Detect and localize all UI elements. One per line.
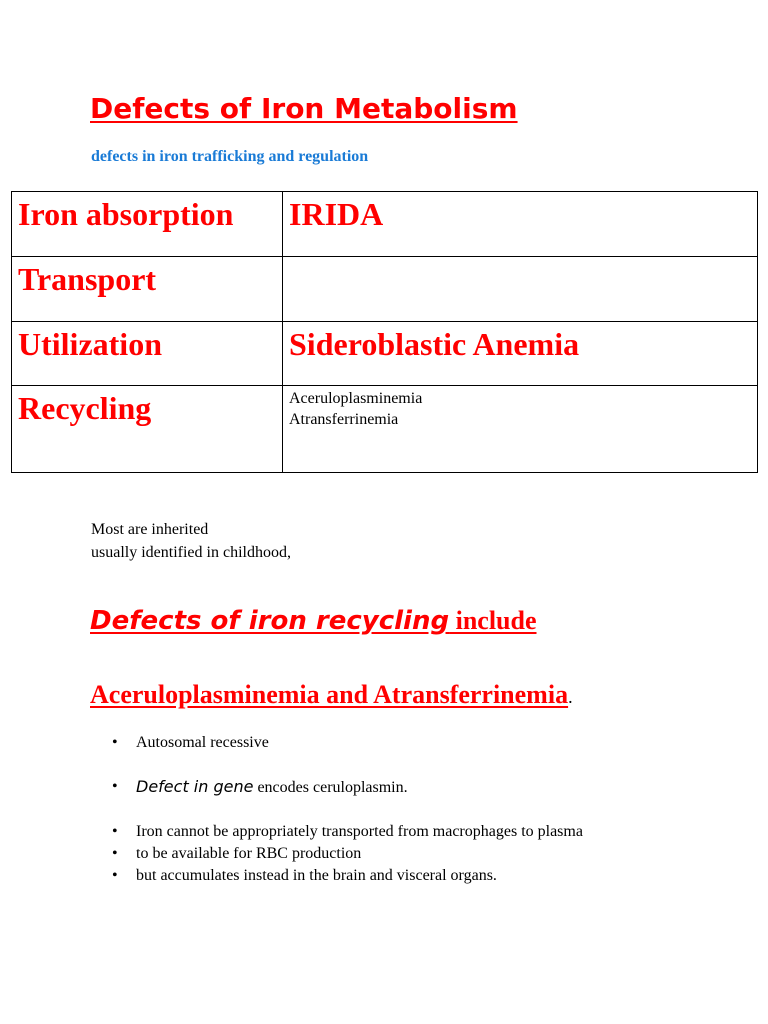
- disorder-cell: [283, 257, 758, 322]
- section-heading-emphasis: Defects of iron recycling: [90, 606, 450, 636]
- category-cell: [12, 386, 283, 473]
- bullet-text: Iron cannot be appropriately transported from macrophages to plasma: [136, 823, 583, 840]
- list-item: [136, 821, 583, 843]
- disorder-cell: [283, 322, 758, 386]
- note-line: usually identified in childhood,: [91, 544, 291, 561]
- bullet-list: [136, 732, 583, 887]
- disorder-label: IRIDA: [289, 196, 384, 232]
- bullet-text: but accumulates instead in the brain and visceral organs.: [136, 867, 497, 884]
- disorder-cell: [283, 192, 758, 257]
- table-row: [12, 257, 758, 322]
- list-item: [136, 865, 583, 887]
- section-heading-rest: include: [449, 606, 537, 635]
- category-label: Utilization: [18, 326, 162, 362]
- inheritance-note: [91, 518, 291, 564]
- table-row: [12, 192, 758, 257]
- bullet-text: encodes ceruloplasmin.: [253, 779, 408, 796]
- details-list: [289, 386, 751, 430]
- defects-table: [11, 191, 758, 473]
- details-cell: [283, 386, 758, 473]
- category-cell: [12, 192, 283, 257]
- table-row: [12, 322, 758, 386]
- table-row: [12, 386, 758, 473]
- note-line: Most are inherited: [91, 521, 209, 538]
- list-item: [136, 732, 583, 754]
- subheading-text: Aceruloplasminemia and Atransferrinemia: [90, 680, 569, 709]
- bullet-text: to be available for RBC production: [136, 845, 362, 862]
- category-label: Transport: [18, 261, 157, 297]
- category-label: Recycling: [18, 390, 152, 426]
- detail-item: Atransferrinemia: [289, 411, 399, 428]
- section-subheading: [90, 680, 573, 710]
- page-subtitle: defects in iron trafficking and regulation: [91, 148, 369, 165]
- bullet-emphasis: Defect in gene: [136, 777, 254, 796]
- bullet-text: Autosomal recessive: [136, 734, 269, 751]
- subheading-period: .: [568, 687, 573, 707]
- list-item: [136, 776, 583, 799]
- list-item: [136, 843, 583, 865]
- disorder-label: Sideroblastic Anemia: [289, 326, 580, 362]
- category-label: Iron absorption: [18, 196, 234, 232]
- category-cell: [12, 257, 283, 322]
- section-heading: [90, 606, 537, 636]
- category-cell: [12, 322, 283, 386]
- page-title: Defects of Iron Metabolism: [90, 92, 518, 125]
- detail-item: Aceruloplasminemia: [289, 390, 423, 407]
